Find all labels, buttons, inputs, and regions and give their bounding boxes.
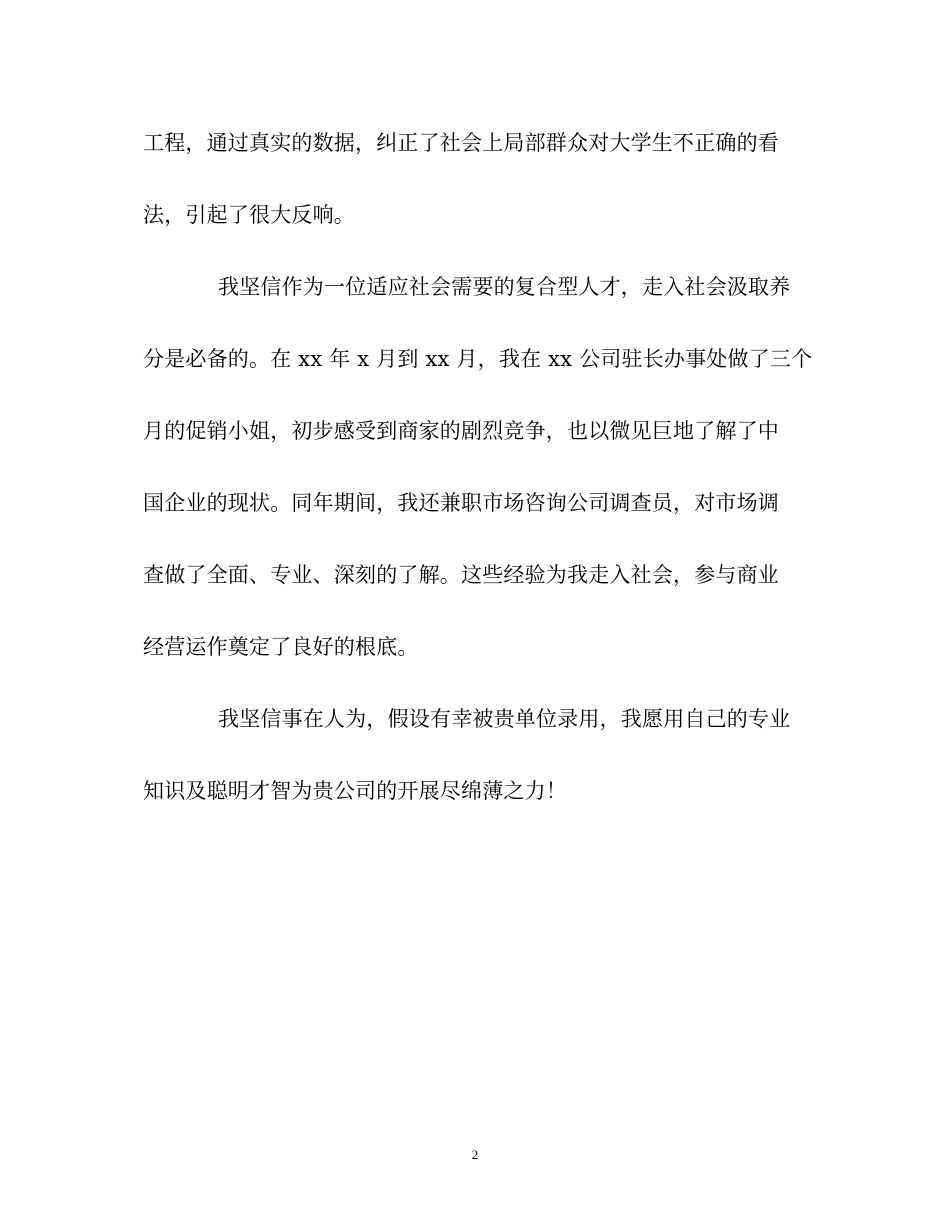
- text-line: 经营运作奠定了良好的根底。: [143, 635, 419, 659]
- text-line: 国企业的现状。同年期间，我还兼职市场咨询公司调查员，对市场调: [143, 491, 779, 515]
- text-line: 知识及聪明才智为贵公司的开展尽绵薄之力！: [143, 779, 567, 803]
- paragraph-start-line: 我坚信作为一位适应社会需要的复合型人才，走入社会汲取养: [218, 275, 791, 299]
- text-line: 查做了全面、专业、深刻的了解。这些经验为我走入社会，参与商业: [143, 563, 779, 587]
- text-line: 工程，通过真实的数据，纠正了社会上局部群众对大学生不正确的看: [143, 131, 779, 155]
- text-line: 法，引起了很大反响。: [143, 203, 355, 227]
- text-line: 分是必备的。在 xx 年 x 月到 xx 月，我在 xx 公司驻长办事处做了三个: [143, 347, 813, 371]
- text-line: 月的促销小姐，初步感受到商家的剧烈竞争，也以微见巨地了解了中: [143, 419, 779, 443]
- page-number: 2: [471, 1147, 479, 1162]
- paragraph-start-line: 我坚信事在人为，假设有幸被贵单位录用，我愿用自己的专业: [218, 707, 791, 731]
- body-text: [143, 121, 813, 841]
